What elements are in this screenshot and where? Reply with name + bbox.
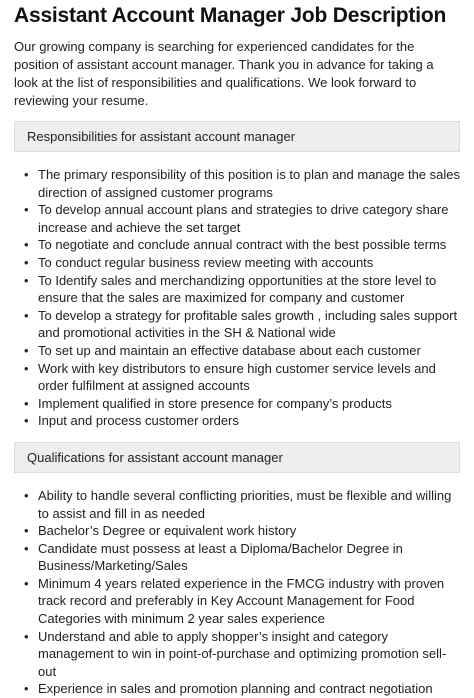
list-item <box>24 342 460 360</box>
list-item-text: Bachelor’s Degree or equivalent work history <box>38 523 297 539</box>
list-item <box>24 360 460 395</box>
list-item-text: To set up and maintain an effective database about each customer <box>38 342 421 358</box>
bullet-icon: • <box>24 167 29 182</box>
bullet-icon: • <box>24 307 29 323</box>
list-item-text: The primary responsibility of this position is to plan and manage the sales direction of assigned customer programs <box>38 167 460 200</box>
bullet-icon: • <box>24 254 29 270</box>
list-item-text: To conduct regular business review meeting with accounts <box>38 254 374 270</box>
bullet-icon: • <box>24 202 29 218</box>
bullet-icon: • <box>24 523 29 539</box>
responsibilities-header: Responsibilities for assistant account manager <box>14 121 460 152</box>
qualifications-list <box>14 487 460 698</box>
list-item <box>24 487 460 522</box>
list-item-text: To Identify sales and merchandizing opportunities at the store level to ensure that the sales are maximized for company and customer <box>38 272 437 306</box>
list-item <box>24 575 460 628</box>
list-item-text: Input and process customer orders <box>38 413 239 429</box>
list-item-text: Work with key distributors to ensure high customer service levels and order fulfilment at assigned accounts <box>38 360 436 394</box>
bullet-icon: • <box>24 395 29 411</box>
bullet-icon: • <box>24 360 29 376</box>
bullet-icon: • <box>24 487 29 503</box>
list-item <box>24 680 460 698</box>
responsibilities-list <box>14 166 460 430</box>
bullet-icon: • <box>24 540 29 556</box>
list-item <box>24 412 460 430</box>
page-title: Assistant Account Manager Job Description <box>14 4 447 27</box>
list-item-text: Understand and able to apply shopper’s insight and category management to win in point-of-purchase and optimizing promotion sell-out <box>38 628 447 679</box>
list-item <box>24 628 460 681</box>
bullet-icon: • <box>24 681 29 697</box>
bullet-icon: • <box>24 575 29 591</box>
bullet-icon: • <box>24 413 29 429</box>
list-item-text: Candidate must possess at least a Diploma/Bachelor Degree in Business/Marketing/Sales <box>38 540 403 574</box>
list-item <box>24 254 460 272</box>
list-item <box>24 540 460 575</box>
intro-paragraph: Our growing company is searching for experienced candidates for the position of assistant account manager. Thank you in advance for taking a look at the list of responsibilities and qualifications. We look forward to reviewing your resume. <box>14 39 434 108</box>
list-item-text: Implement qualified in store presence for company’s products <box>38 395 392 411</box>
list-item-text: Ability to handle several conflicting priorities, must be flexible and willing to assist and fill in as needed <box>38 487 452 521</box>
bullet-icon: • <box>24 272 29 288</box>
list-item <box>24 166 460 201</box>
bullet-icon: • <box>24 237 29 253</box>
list-item <box>24 236 460 254</box>
list-item-text: Experience in sales and promotion planning and contract negotiation <box>38 681 433 697</box>
list-item <box>24 522 460 540</box>
bullet-icon: • <box>24 628 29 644</box>
list-item-text: To develop a strategy for profitable sales growth , including sales support and promotional activities in the SH & National wide <box>38 307 458 341</box>
list-item-text: To negotiate and conclude annual contract with the best possible terms <box>38 237 447 253</box>
bullet-icon: • <box>24 342 29 358</box>
list-item <box>24 272 460 307</box>
list-item-text: To develop annual account plans and strategies to drive category share increase and achieve the set target <box>38 202 449 235</box>
qualifications-header: Qualifications for assistant account manager <box>14 442 460 473</box>
list-item <box>24 395 460 413</box>
list-item <box>24 201 460 236</box>
list-item-text: Minimum 4 years related experience in the FMCG industry with proven track record and preferably in Key Account Management for Food Categories with minimum 2 year sales experience <box>38 575 445 627</box>
list-item <box>24 307 460 342</box>
